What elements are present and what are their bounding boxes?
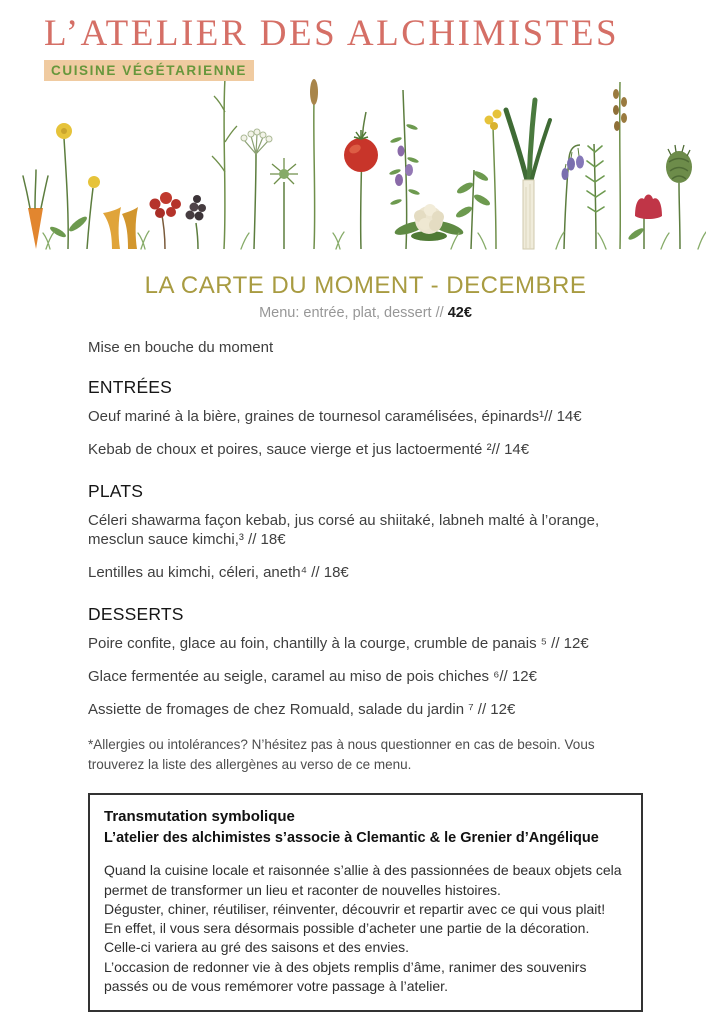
umbel-flower-icon	[241, 129, 272, 249]
fern-icon	[586, 144, 605, 249]
menu-section-plats	[88, 481, 643, 583]
announcement-paragraph: Quand la cuisine locale et raisonnée s’allie à des passionnées de beaux objets cela permet de transformer un lieu et raconter de nouvelles histoires.	[104, 862, 622, 898]
header	[0, 0, 723, 256]
artichoke-icon	[666, 145, 692, 249]
cuisine-tagline: CUISINE VÉGÉTARIENNE	[44, 60, 254, 81]
carte-heading: LA CARTE DU MOMENT - DECEMBRE	[144, 272, 587, 299]
thistle-icon	[270, 158, 298, 249]
leek-icon	[506, 100, 550, 249]
menu-item: Assiette de fromages de chez Romuald, salade du jardin ⁷ // 12€	[88, 700, 516, 718]
carrot-icon	[23, 170, 48, 249]
section-title-entrees: ENTRÉES	[88, 377, 173, 397]
section-title-plats: PLATS	[88, 480, 144, 501]
announcement-paragraph: L’occasion de redonner vie à des objets remplis d’âme, ranimer des souvenirs passés ou de vous remémorer votre passage à l’atelier.	[104, 958, 587, 995]
restaurant-name: L’ATELIER DES ALCHIMISTES	[44, 13, 620, 54]
announcement-body	[104, 861, 627, 996]
allergy-note: *Allergies ou intolérances? N’hésitez pas à nous questionner en cas de besoin. Vous trouverez la liste des allergènes au verso de ce menu.	[88, 737, 595, 772]
seed-spike-icon	[613, 82, 627, 249]
red-berries-icon	[150, 192, 182, 249]
cauliflower-icon	[393, 204, 465, 241]
blackberry-icon	[186, 195, 207, 249]
menu-content	[0, 272, 723, 1012]
bluebell-icon	[562, 145, 585, 249]
botanical-banner	[16, 52, 706, 252]
announcement-paragraph: Déguster, chiner, réutiliser, réinventer, découvrir et repartir avec ce qui vous plait!	[104, 900, 606, 917]
announcement-paragraph: En effet, il vous sera désormais possible d’acheter une partie de la décoration. Celle-ci variera au gré des saisons et des envies.	[104, 920, 590, 956]
seed-grass-icon	[310, 79, 318, 249]
menu-section-desserts	[88, 604, 643, 719]
menu-item: Céleri shawarma façon kebab, jus corsé au shiitaké, labneh malté à l’orange, mesclun sauce kimchi,³ // 18€	[88, 511, 600, 549]
announcement-box	[88, 793, 643, 1013]
tulip-icon	[627, 195, 662, 250]
menu-item: Oeuf mariné à la bière, graines de tournesol caramélisées, épinards¹// 14€	[88, 408, 582, 425]
menu-item: Lentilles au kimchi, céleri, aneth⁴ // 18€	[88, 564, 349, 582]
tall-grass-icon	[212, 78, 237, 249]
menu-formula	[88, 305, 643, 321]
amuse-bouche: Mise en bouche du moment	[88, 339, 274, 356]
menu-item: Poire confite, glace au foin, chantilly à la courge, crumble de panais ⁵ // 12€	[88, 634, 589, 652]
menu-formula-text: Menu: entrée, plat, dessert //	[259, 305, 448, 321]
announcement-title: Transmutation symbolique	[104, 807, 295, 825]
leaf-branch-icon	[454, 169, 491, 249]
section-title-desserts: DESSERTS	[88, 603, 184, 624]
chanterelle-icon	[103, 207, 138, 249]
menu-item: Glace fermentée au seigle, caramel au miso de pois chiches ⁶// 12€	[88, 667, 537, 685]
menu-section-entrees	[88, 377, 643, 460]
tomato-icon	[344, 112, 378, 249]
ground-tufts-icon	[43, 231, 706, 249]
menu-formula-price: 42€	[447, 305, 472, 321]
dandelion-icon	[49, 123, 100, 249]
menu-item: Kebab de choux et poires, sauce vierge et jus lactoermenté ²// 14€	[88, 440, 530, 458]
announcement-subtitle: L’atelier des alchimistes s’associe à Clemantic & le Grenier d’Angélique	[104, 830, 599, 847]
